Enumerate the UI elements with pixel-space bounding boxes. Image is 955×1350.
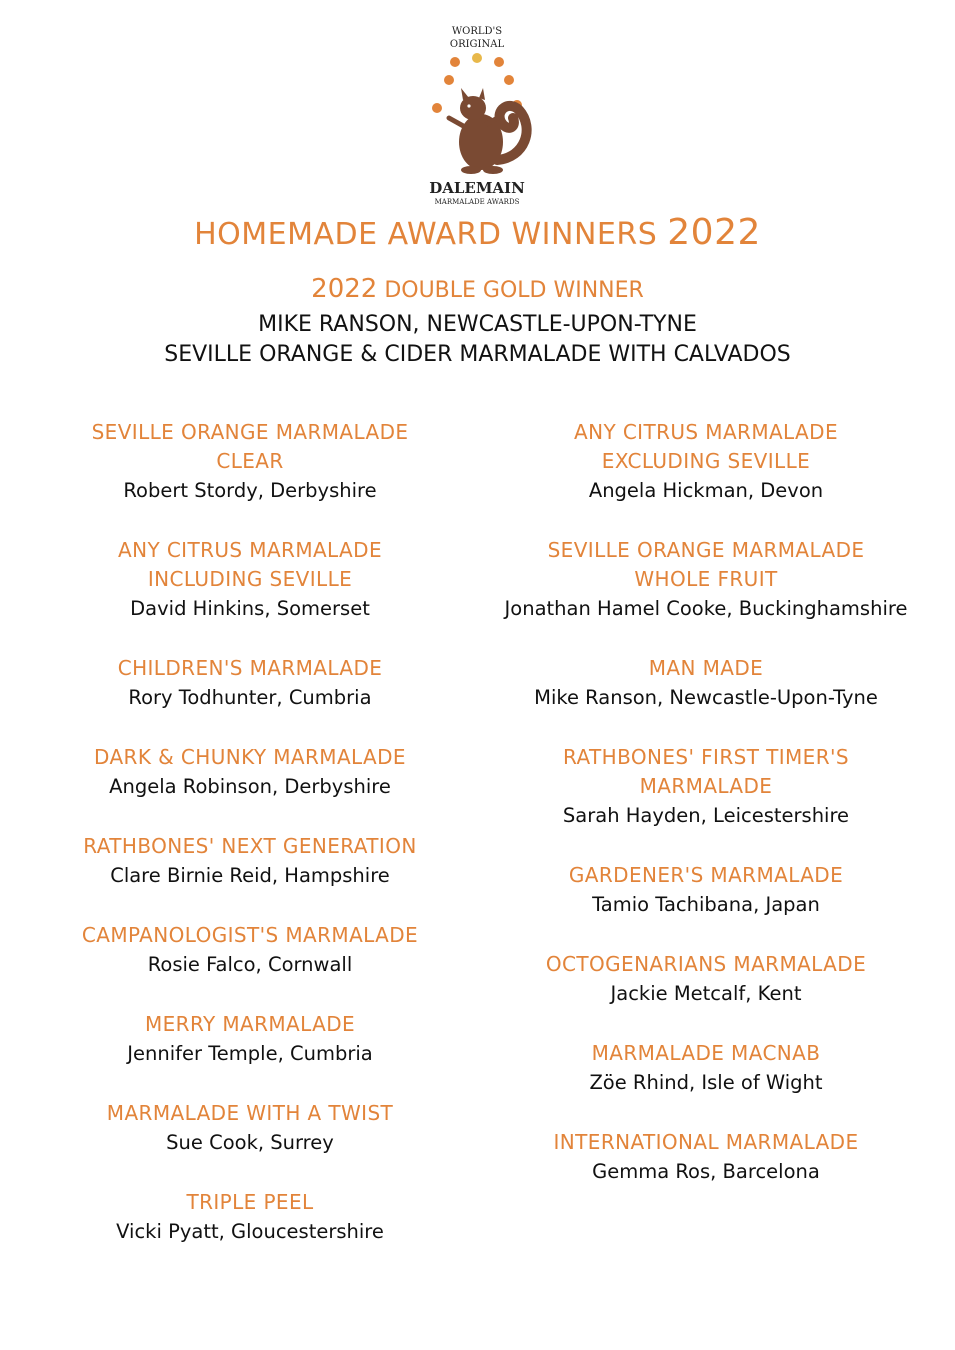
category-item (20, 832, 480, 891)
double-gold-label (0, 274, 955, 304)
category-winner: David Hinkins, Somerset (130, 597, 370, 620)
logo-brand: DALEMAIN (429, 179, 525, 197)
category-winner: Tamio Tachibana, Japan (592, 893, 820, 916)
category-item (476, 950, 936, 1009)
category-winner: Angela Robinson, Derbyshire (109, 775, 391, 798)
category-winner: Sarah Hayden, Leicestershire (562, 804, 850, 827)
category-item (20, 654, 480, 713)
category-title: CAMPANOLOGIST'S MARMALADE (81, 923, 419, 947)
category-title: RATHBONES' FIRST TIMER'S MARMALADE (563, 745, 849, 798)
double-gold-year: 2022 (311, 274, 378, 304)
category-title: OCTOGENARIANS MARMALADE (545, 952, 867, 976)
category-item (20, 743, 480, 802)
category-title: RATHBONES' NEXT GENERATION (83, 834, 417, 858)
category-item (20, 536, 480, 624)
category-title: CHILDREN'S MARMALADE (117, 656, 383, 680)
category-winner: Jackie Metcalf, Kent (610, 982, 802, 1005)
category-item (20, 921, 480, 980)
logo-line1: WORLD'S (451, 26, 503, 37)
category-winner: Jonathan Hamel Cooke, Buckinghamshire (504, 597, 908, 620)
category-winner: Clare Birnie Reid, Hampshire (110, 864, 390, 887)
category-item (20, 418, 480, 506)
category-item (476, 654, 936, 713)
category-winner: Rosie Falco, Cornwall (147, 953, 353, 976)
double-gold-winner: MIKE RANSON, NEWCASTLE-UPON-TYNE (258, 312, 697, 337)
category-title: ANY CITRUS MARMALADE EXCLUDING SEVILLE (574, 420, 838, 473)
category-title: MARMALADE MACNAB (591, 1041, 821, 1065)
category-item (476, 1039, 936, 1098)
category-item (20, 1188, 480, 1247)
category-winner: Zöe Rhind, Isle of Wight (589, 1071, 823, 1094)
page-title (0, 212, 955, 253)
category-winner: Vicki Pyatt, Gloucestershire (116, 1220, 384, 1243)
category-title: MAN MADE (648, 656, 764, 680)
category-title: ANY CITRUS MARMALADE INCLUDING SEVILLE (118, 538, 382, 591)
category-item (20, 1099, 480, 1158)
page-title-year: 2022 (667, 212, 761, 253)
category-item (476, 1128, 936, 1187)
category-winner: Sue Cook, Surrey (166, 1131, 334, 1154)
category-title: TRIPLE PEEL (186, 1190, 314, 1214)
squirrel-juggling-oranges-icon (432, 53, 527, 174)
dalemain-logo (397, 10, 557, 210)
category-title: DARK & CHUNKY MARMALADE (94, 745, 406, 769)
category-title: INTERNATIONAL MARMALADE (553, 1130, 859, 1154)
logo-line2: ORIGINAL (449, 39, 505, 50)
category-winner: Jennifer Temple, Cumbria (127, 1042, 373, 1065)
category-winner: Gemma Ros, Barcelona (592, 1160, 820, 1183)
logo-sub: MARMALADE AWARDS (434, 198, 520, 206)
right-category-list (476, 418, 936, 1217)
category-winner: Mike Ranson, Newcastle-Upon-Tyne (534, 686, 878, 709)
category-title: MARMALADE WITH A TWIST (106, 1101, 394, 1125)
category-title: SEVILLE ORANGE MARMALADE WHOLE FRUIT (547, 538, 865, 591)
category-item (476, 536, 936, 624)
category-title: SEVILLE ORANGE MARMALADE CLEAR (91, 420, 409, 473)
double-gold-product: SEVILLE ORANGE & CIDER MARMALADE WITH CALVADOS (164, 342, 791, 367)
page-title-text: HOMEMADE AWARD WINNERS (194, 217, 668, 252)
category-item (476, 743, 936, 831)
category-title: MERRY MARMALADE (144, 1012, 356, 1036)
category-winner: Angela Hickman, Devon (588, 479, 824, 502)
double-gold-text: DOUBLE GOLD WINNER (377, 278, 644, 303)
left-category-list (20, 418, 480, 1277)
category-winner: Rory Todhunter, Cumbria (128, 686, 372, 709)
category-title: GARDENER'S MARMALADE (568, 863, 844, 887)
category-item (20, 1010, 480, 1069)
category-winner: Robert Stordy, Derbyshire (123, 479, 377, 502)
category-item (476, 861, 936, 920)
category-item (476, 418, 936, 506)
